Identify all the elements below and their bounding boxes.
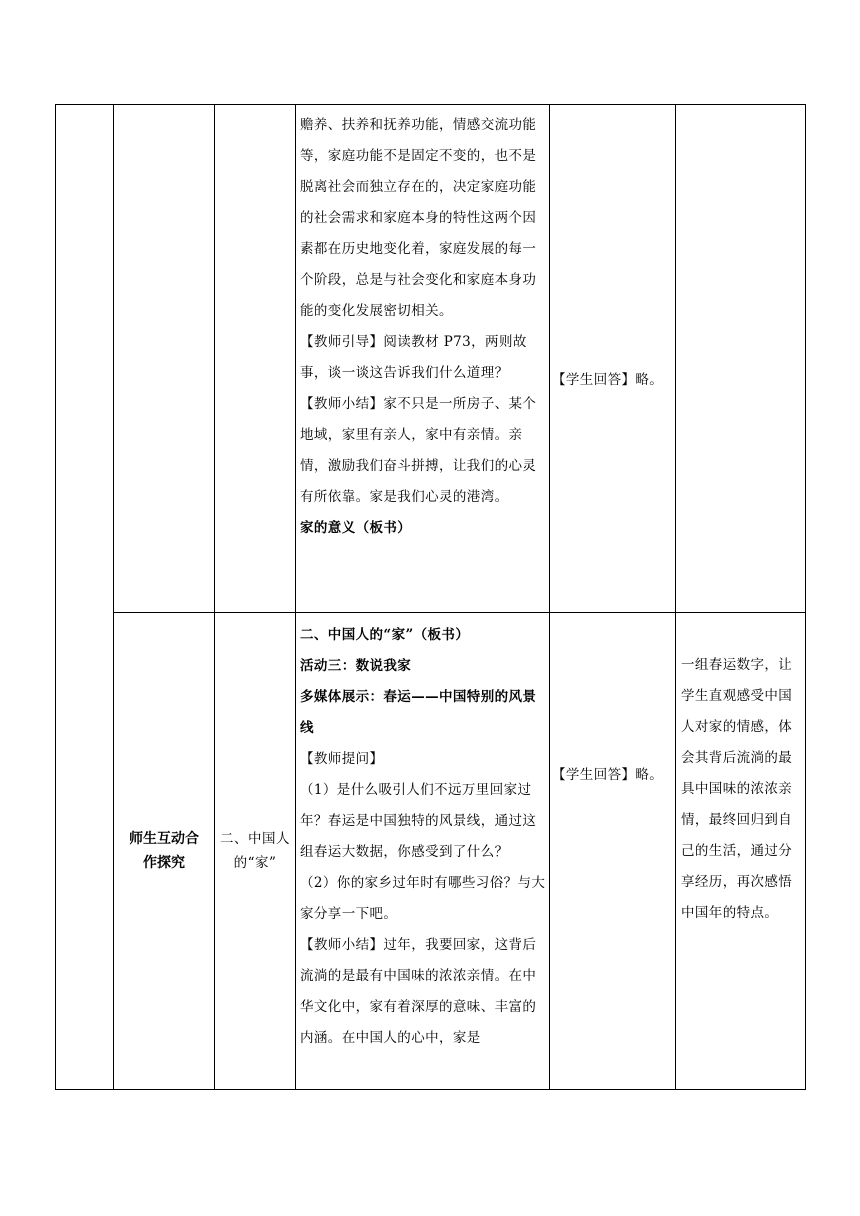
row2-paragraph: 【教师小结】过年，我要回家，这背后流淌的是最有中国味的浓浓亲情。在中华文化中，家有着深厚的意味、丰富的内涵。在中国人的心中，家是 (300, 937, 537, 1046)
row1-paragraph: 【教师引导】阅读教材 P73，两则故事，谈一谈这告诉我们什么道理？ (300, 334, 527, 381)
row2-student-cell (552, 760, 674, 791)
table-border-left (55, 104, 56, 1090)
row2-intent-cell (681, 650, 801, 929)
row1-student-response: 【学生回答】略。 (552, 372, 664, 388)
row1-paragraph: 赡养、扶养和抚养功能，情感交流功能等，家庭功能不是固定不变的，也不是脱离社会而独立存在的，决定家庭功能的社会需求和家庭本身的特性这两个因素都在历史地变化着，家庭发展的每一个阶段，总是与社会变化和家庭本身功能的变化发展密切相关。 (300, 117, 537, 319)
table-border-bottom (55, 1089, 806, 1090)
multimedia-note: 多媒体展示：春运——中国特别的风景线 (300, 689, 537, 736)
row1-board-note: 家的意义（板书） (300, 520, 412, 536)
activity-title: 活动三：数说我家 (300, 658, 412, 674)
design-intent: 一组春运数字，让学生直观感受中国人对家的情感，体会其背后流淌的最具中国味的浓浓亲情，最终回归到自己的生活，通过分享经历，再次感悟中国年的特点。 (681, 657, 793, 921)
row2-content-cell (300, 620, 546, 1054)
column-divider-4 (549, 104, 550, 1090)
row2-stage-cell (114, 613, 214, 1089)
row2-paragraph: （1）是什么吸引人们不远万里回家过年？春运是中国独特的风景线，通过这组春运大数据，你感受到了什么？ (300, 782, 537, 860)
column-divider-5 (675, 104, 676, 1090)
stage-label: 师生互动合作探究 (129, 831, 199, 871)
row2-board-title: 二、中国人的“家”（板书） (300, 627, 470, 643)
row1-paragraph: 【教师小结】家不只是一所房子、某个地域，家里有亲人，家中有亲情。亲情，激励我们奋斗拼搏，让我们的心灵有所依靠。家是我们心灵的港湾。 (300, 396, 537, 505)
row1-content-cell (300, 110, 546, 544)
table-border-right (805, 104, 806, 1090)
row1-student-cell (552, 365, 674, 396)
table-border-top (55, 104, 806, 105)
section-label: 二、中国人的“家” (220, 831, 290, 871)
row2-student-response: 【学生回答】略。 (552, 767, 664, 783)
row2-paragraph: 【教师提问】 (300, 751, 384, 767)
row2-paragraph: （2）你的家乡过年时有哪些习俗？与大家分享一下吧。 (300, 875, 546, 922)
column-divider-3 (295, 104, 296, 1090)
row2-section-cell (215, 613, 295, 1089)
